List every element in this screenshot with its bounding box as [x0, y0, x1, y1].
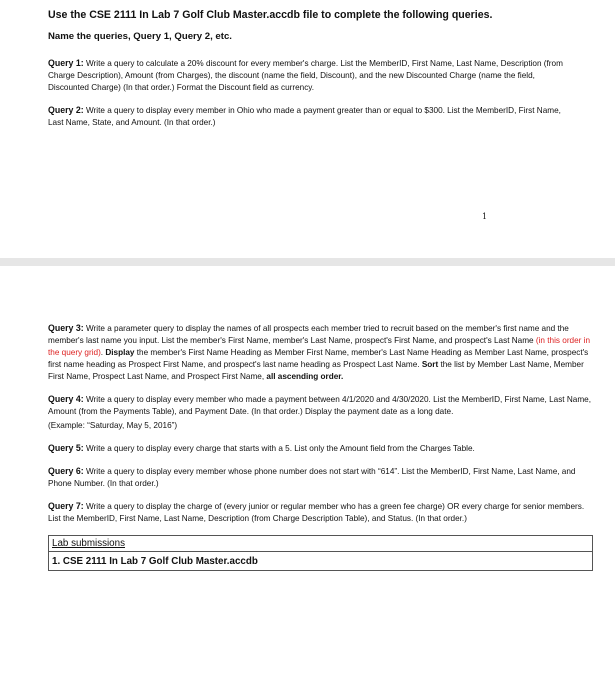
- document-title: Use the CSE 2111 In Lab 7 Golf Club Master.accdb file to complete the following queries.: [48, 9, 493, 21]
- query-2-text: Write a query to display every member in Ohio who made a payment greater than or equal to $300. List the MemberID, First Name, Last Name, State, and Amount. (In that order.): [48, 106, 561, 127]
- query-5-paragraph: [48, 442, 591, 455]
- query-4-label: Query 4:: [48, 394, 84, 404]
- query-3-text-d: the list by Member Last Name, Member First Name, Prospect Last Name, and Prospect First Name,: [48, 360, 584, 381]
- document-page-2: [0, 266, 615, 700]
- document-page-1: [0, 0, 615, 258]
- query-3-text-c: the member's First Name Heading as Member First Name, member's Last Name Heading as Member Last Name, prospect's first name heading as Prospect First Name, and prospect's last name heading as Prospect Last Name.: [48, 348, 589, 369]
- query-2-paragraph: [48, 104, 577, 129]
- query-7-label: Query 7:: [48, 501, 84, 511]
- query-3-display-bold: Display: [105, 348, 135, 357]
- query-5-label: Query 5:: [48, 443, 84, 453]
- query-6-text: Write a query to display every member whose phone number does not start with “614”. List the MemberID, First Name, Last Name, and Phone Number. (In that order.): [48, 467, 576, 488]
- query-5-text: Write a query to display every charge that starts with a 5. List only the Amount field from the Charges Table.: [83, 444, 475, 453]
- query-3-sort-bold: Sort: [421, 360, 439, 369]
- query-6-label: Query 6:: [48, 466, 84, 476]
- query-6-paragraph: [48, 465, 591, 490]
- query-7-text: Write a query to display the charge of (every junior or regular member who has a green fee charge) OR every charge for senior members. List the MemberID, First Name, Last Name, Description (from Charge Description Table), and Status. (In that order.): [48, 502, 585, 523]
- lab-submission-item: 1. CSE 2111 In Lab 7 Golf Club Master.accdb: [52, 556, 258, 567]
- query-1-text: Write a query to calculate a 20% discount for every member's charge. List the MemberID, First Name, Last Name, Description (from Charge Description), Amount (from Charges), the discount (name the field, Discount), and the new Discounted Charge (name the field, Discounted Charge) (In that order.) Format the Discount field as currency.: [48, 59, 563, 92]
- query-4-text: Write a query to display every member who made a payment between 4/1/2020 and 4/30/2020. List the MemberID, First Name, Last Name, Amount (from the Payments Table), and Payment Date. (In that order.) Display the payment date as a long date.: [48, 395, 591, 416]
- query-2-label: Query 2:: [48, 105, 84, 115]
- query-3-ascending-bold: all ascending order.: [266, 372, 344, 381]
- query-3-paragraph: [48, 322, 591, 383]
- query-1-paragraph: [48, 57, 577, 94]
- query-3-red-note: (in this order in the query grid): [48, 336, 591, 357]
- query-4-example: (Example: “Saturday, May 5, 2016”): [48, 421, 178, 430]
- page-number: 1: [482, 212, 488, 221]
- document-subtitle: Name the queries, Query 1, Query 2, etc.: [48, 31, 232, 42]
- query-3-text-b: .: [100, 348, 106, 357]
- query-3-text-a: Write a parameter query to display the names of all prospects each member tried to recruit based on the member's first name and the member's last name you input. List the member's First Name, member's Last Name, prospect's First Name, and prospect's Last Name: [48, 324, 569, 345]
- lab-submissions-heading: Lab submissions: [49, 536, 592, 552]
- query-4-paragraph: [48, 393, 591, 418]
- lab-submissions-table: [48, 535, 593, 571]
- query-1-label: Query 1:: [48, 58, 84, 68]
- query-3-label: Query 3:: [48, 323, 84, 333]
- query-7-paragraph: [48, 500, 591, 525]
